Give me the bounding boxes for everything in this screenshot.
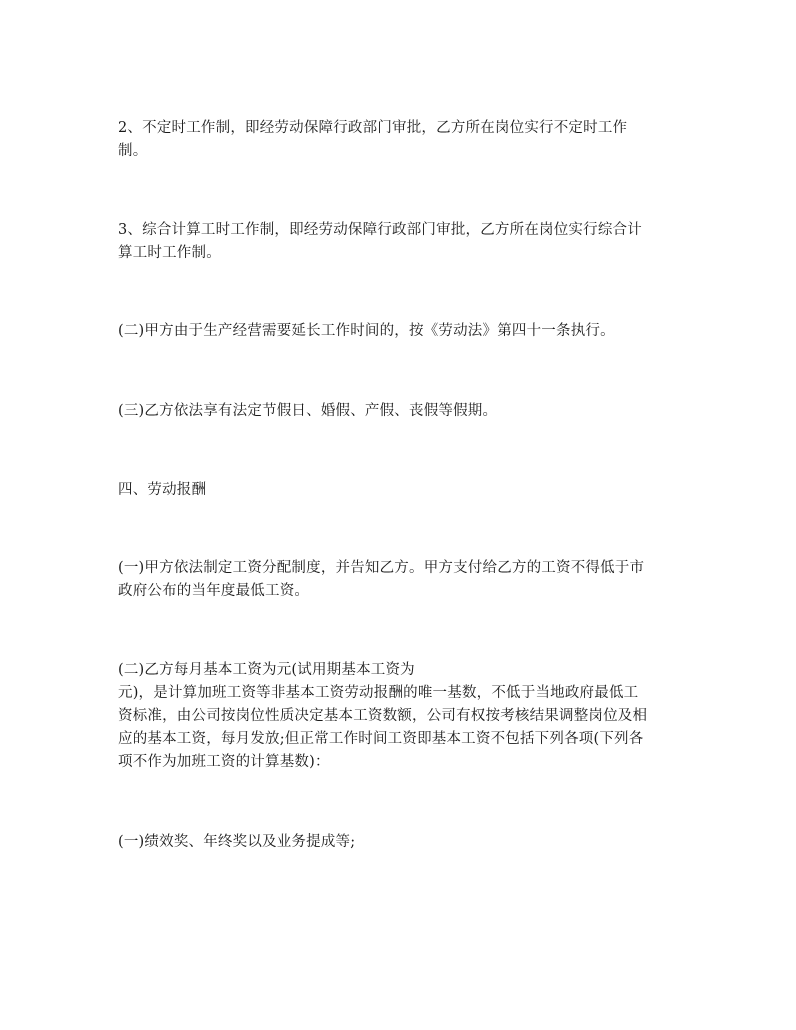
paragraph-base-wage [118, 659, 678, 774]
text-line: 应的基本工资，每月发放;但正常工作时间工资即基本工资不包括下列各项(下列各 [118, 731, 644, 747]
text-line: (一)绩效奖、年终奖以及业务提成等; [118, 834, 356, 850]
text-line: 项不作为加班工资的计算基数)： [118, 754, 330, 770]
text-line: 3、综合计算工时工作制，即经劳动保障行政部门审批，乙方所在岗位实行综合计 [118, 222, 642, 238]
text-line: 元)，是计算加班工资等非基本工资劳动报酬的唯一基数，不低于当地政府最低工 [118, 685, 639, 701]
text-line: (一)甲方依法制定工资分配制度，并告知乙方。甲方支付给乙方的工资不得低于市 [118, 560, 645, 576]
paragraph-overtime-extension [118, 320, 678, 343]
text-line: 2、不定时工作制，即经劳动保障行政部门审批，乙方所在岗位实行不定时工作 [118, 120, 628, 136]
paragraph-holidays [118, 400, 678, 423]
text-line: (二)甲方由于生产经营需要延长工作时间的，按《劳动法》第四十一条执行。 [118, 323, 615, 339]
section-heading-remuneration [118, 479, 678, 502]
paragraph-wage-system [118, 557, 678, 603]
text-line: 资标准，由公司按岗位性质决定基本工资数额，公司有权按考核结果调整岗位及相 [118, 708, 648, 724]
text-line: 政府公布的当年度最低工资。 [118, 583, 310, 599]
text-line: (二)乙方每月基本工资为元(试用期基本工资为 [118, 662, 415, 678]
paragraph-irregular-hours [118, 117, 678, 163]
text-line: (三)乙方依法享有法定节假日、婚假、产假、丧假等假期。 [118, 403, 498, 419]
paragraph-comprehensive-hours [118, 219, 678, 265]
paragraph-bonus-items [118, 831, 678, 854]
text-line: 制。 [118, 143, 148, 159]
text-line: 算工时工作制。 [118, 245, 221, 261]
text-line: 四、劳动报酬 [118, 482, 207, 498]
